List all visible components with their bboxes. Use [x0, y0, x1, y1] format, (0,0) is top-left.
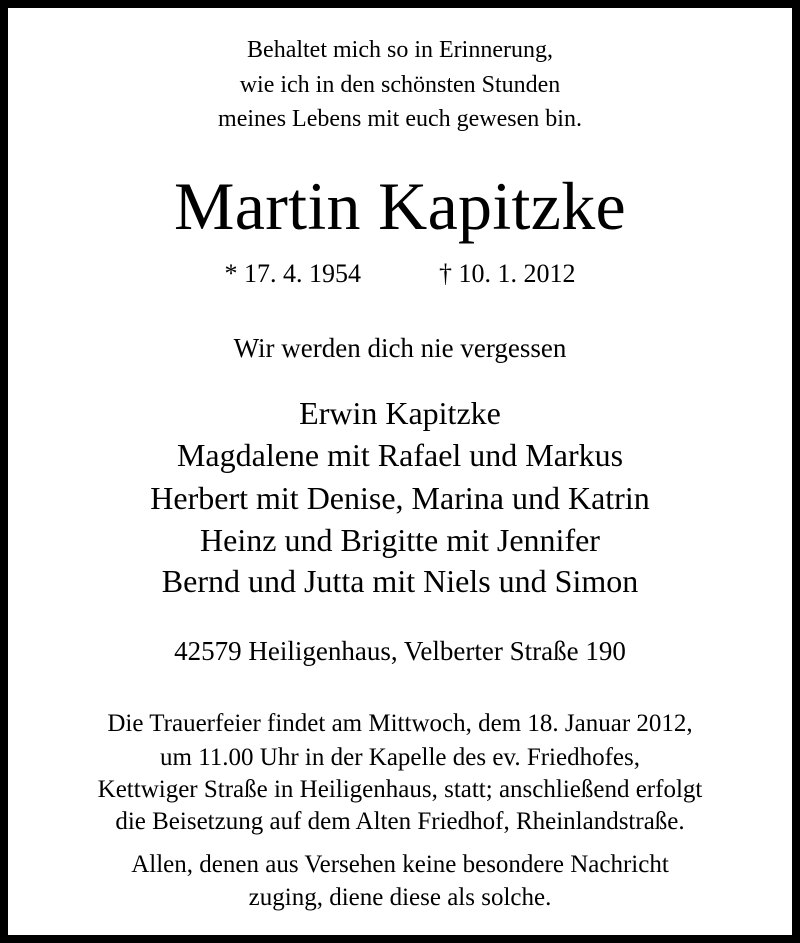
- funeral-info-line-2: um 11.00 Uhr in der Kapelle des ev. Friedhofes,: [160, 744, 640, 771]
- mourner-line-3: Herbert mit Denise, Marina und Katrin: [150, 480, 650, 516]
- life-dates: [8, 261, 792, 287]
- notice-text-line-2: zuging, diene diese als solche.: [248, 884, 552, 911]
- motto-line-2: wie ich in den schönsten Stunden: [239, 72, 561, 98]
- funeral-info-line-4: die Beisetzung auf dem Alten Friedhof, Rheinlandstraße.: [115, 808, 685, 835]
- death-date: † 10. 1. 2012: [439, 259, 576, 288]
- remembrance-line: Wir werden dich nie vergessen: [233, 333, 567, 363]
- birth-date: * 17. 4. 1954: [224, 259, 361, 288]
- mourner-line-2: Magdalene mit Rafael und Markus: [176, 437, 624, 473]
- motto-line-3: meines Lebens mit euch gewesen bin.: [218, 106, 582, 132]
- mourner-line-1: Erwin Kapitzke: [299, 395, 501, 431]
- deceased-name: Martin Kapitzke: [173, 168, 626, 244]
- funeral-info-line-3: Kettwiger Straße in Heiligenhaus, statt; anschließend erfolgt: [97, 776, 703, 803]
- address-line: 42579 Heiligenhaus, Velberter Straße 190: [174, 636, 626, 666]
- notice-text-line-1: Allen, denen aus Versehen keine besondere Nachricht: [131, 851, 669, 878]
- mourner-line-5: Bernd und Jutta mit Niels und Simon: [161, 563, 639, 599]
- motto-line-1: Behaltet mich so in Erinnerung,: [247, 37, 553, 63]
- funeral-info-line-1: Die Trauerfeier findet am Mittwoch, dem 18. Januar 2012,: [107, 710, 693, 737]
- mourner-line-4: Heinz und Brigitte mit Jennifer: [200, 522, 600, 558]
